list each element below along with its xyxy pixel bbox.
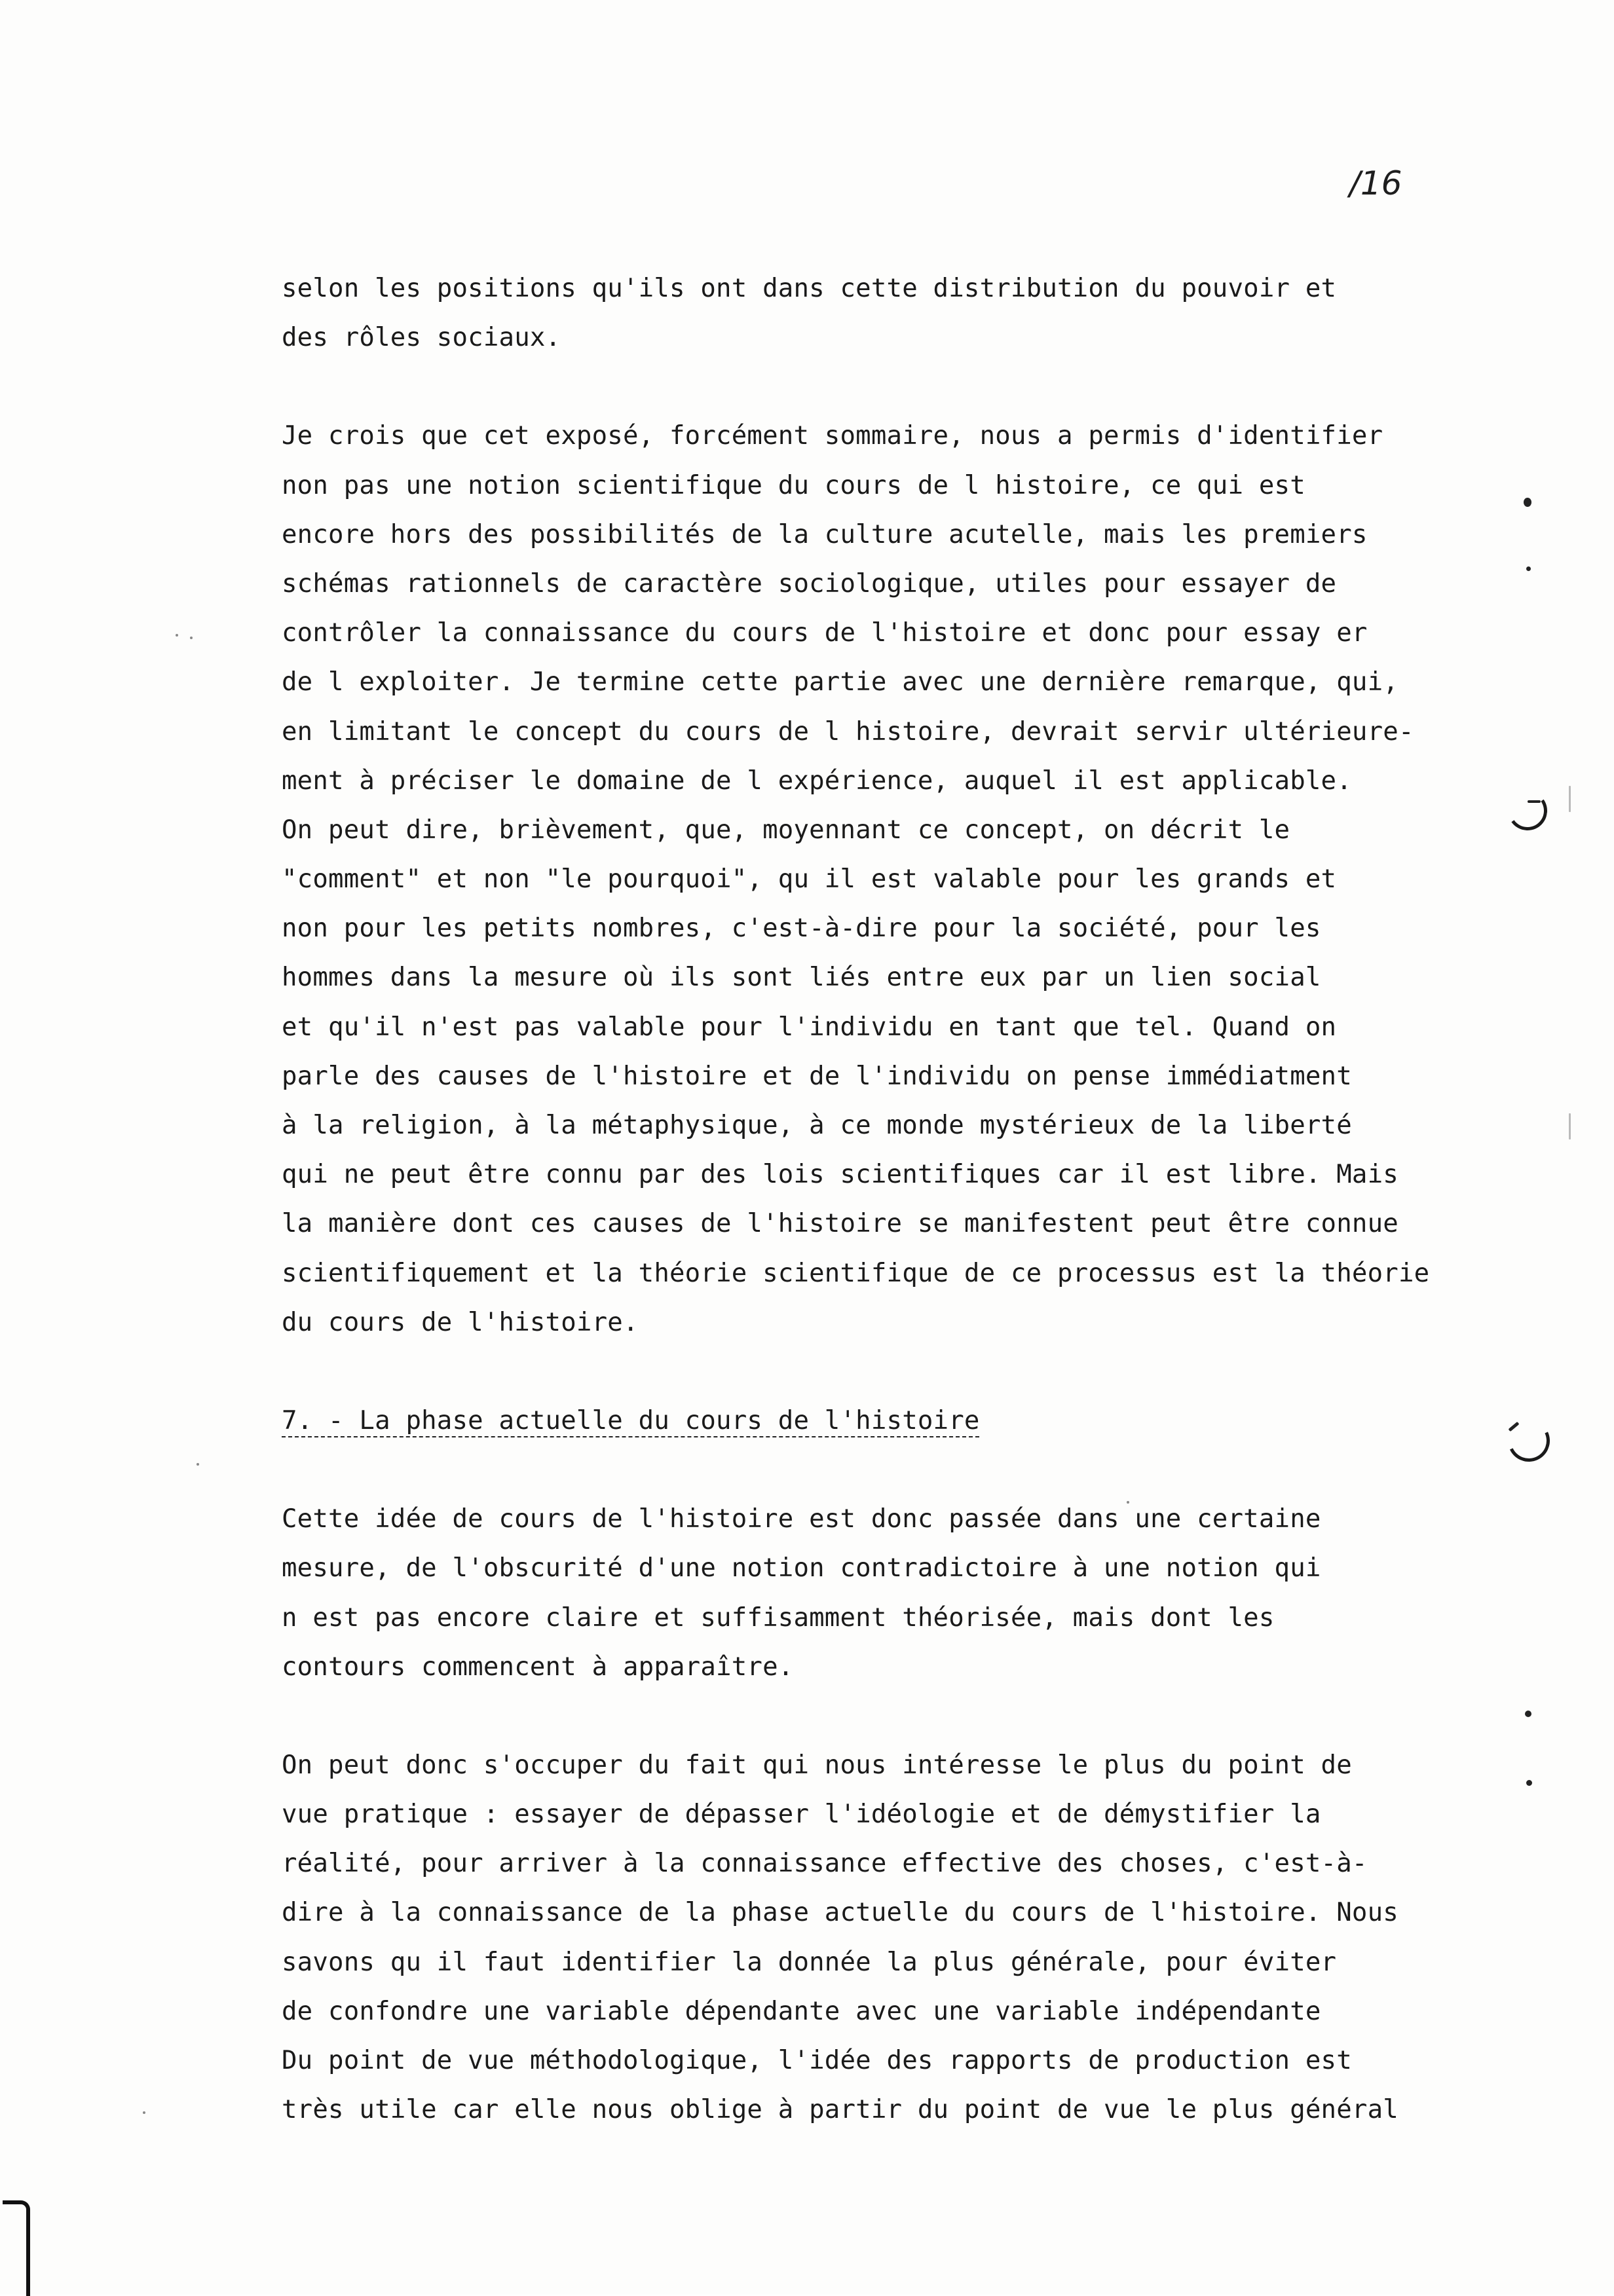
text-line: contrôler la connaissance du cours de l'histoire et donc pour essay er (282, 618, 1368, 648)
scan-speck (197, 1463, 199, 1466)
text-line: contours commencent à apparaître. (282, 1652, 794, 1682)
text-line: réalité, pour arriver à la connaissance effective des choses, c'est-à- (282, 1849, 1368, 1879)
scan-speck (143, 2111, 145, 2114)
scan-speck (1569, 786, 1571, 812)
text-line: de confondre une variable dépendante avec une variable indépendante (282, 1996, 1321, 2026)
margin-dot (1524, 498, 1531, 507)
text-line: encore hors des possibilités de la culture acutelle, mais les premiers (282, 519, 1368, 549)
text-line: de l exploiter. Je termine cette partie avec une dernière remarque, qui, (282, 667, 1398, 697)
text-line: scientifiquement et la théorie scientifique de ce processus est la théorie (282, 1258, 1430, 1288)
paragraph-2 (282, 411, 1526, 1347)
paragraph-4 (282, 1741, 1526, 2135)
margin-dot (1525, 1711, 1531, 1717)
section-heading: 7. - La phase actuelle du cours de l'histoire (282, 1405, 980, 1435)
text-line: parle des causes de l'histoire et de l'individu on pense immédiatment (282, 1061, 1352, 1091)
text-line: du cours de l'histoire. (282, 1307, 639, 1337)
text-line: qui ne peut être connu par des lois scientifiques car il est libre. Mais (282, 1160, 1398, 1190)
text-line: On peut dire, brièvement, que, moyennant ce concept, on décrit le (282, 815, 1290, 845)
text-line: "comment" et non "le pourquoi", qu il est valable pour les grands et (282, 864, 1337, 895)
text-line: On peut donc s'occuper du fait qui nous intéresse le plus du point de (282, 1750, 1352, 1780)
text-line: à la religion, à la métaphysique, à ce monde mystérieux de la liberté (282, 1111, 1352, 1140)
text-line: ment à préciser le domaine de l expérience, auquel il est applicable. (282, 766, 1352, 796)
text-line: en limitant le concept du cours de l histoire, devrait servir ultérieure- (282, 716, 1414, 747)
text-line: non pour les petits nombres, c'est-à-dire pour la société, pour les (282, 914, 1321, 944)
scan-speck (176, 634, 178, 637)
paragraph-1 (282, 264, 1526, 362)
text-line: schémas rationnels de caractère sociologique, utiles pour essayer de (282, 568, 1337, 599)
text-line: Je crois que cet exposé, forcément sommaire, nous a permis d'identifier (282, 421, 1383, 451)
text-line: Cette idée de cours de l'histoire est donc passée dans une certaine (282, 1504, 1321, 1534)
text-line: savons qu il faut identifier la donnée la plus générale, pour éviter (282, 1947, 1337, 1977)
scan-speck (1127, 1501, 1129, 1504)
text-line: la manière dont ces causes de l'histoire se manifestent peut être connue (282, 1209, 1398, 1239)
text-line: des rôles sociaux. (282, 323, 561, 353)
text-line: très utile car elle nous oblige à partir du point de vue le plus général (282, 2095, 1398, 2125)
page-number: /16 (1349, 164, 1402, 202)
corner-scan-mark (3, 2200, 30, 2296)
margin-dot (1526, 1780, 1532, 1786)
text-line: Du point de vue méthodologique, l'idée des rapports de production est (282, 2046, 1352, 2075)
text-line: dire à la connaissance de la phase actuelle du cours de l'histoire. Nous (282, 1898, 1398, 1928)
text-line: mesure, de l'obscurité d'une notion contradictoire à une notion qui (282, 1553, 1321, 1583)
text-line: et qu'il n'est pas valable pour l'individu en tant que tel. Quand on (282, 1012, 1337, 1042)
document-body (282, 264, 1526, 2134)
text-line: hommes dans la mesure où ils sont liés entre eux par un lien social (282, 963, 1321, 993)
text-line: non pas une notion scientifique du cours de l histoire, ce qui est (282, 470, 1305, 500)
text-line: n est pas encore claire et suffisamment théorisée, mais dont les (282, 1602, 1275, 1633)
scan-speck (190, 637, 193, 639)
scan-speck (1569, 1113, 1571, 1139)
text-line: selon les positions qu'ils ont dans cette distribution du pouvoir et (282, 274, 1337, 303)
paragraph-3 (282, 1494, 1526, 1692)
text-line: vue pratique : essayer de dépasser l'idéologie et de démystifier la (282, 1800, 1321, 1830)
margin-dot (1526, 566, 1531, 571)
margin-dash (1528, 800, 1541, 803)
